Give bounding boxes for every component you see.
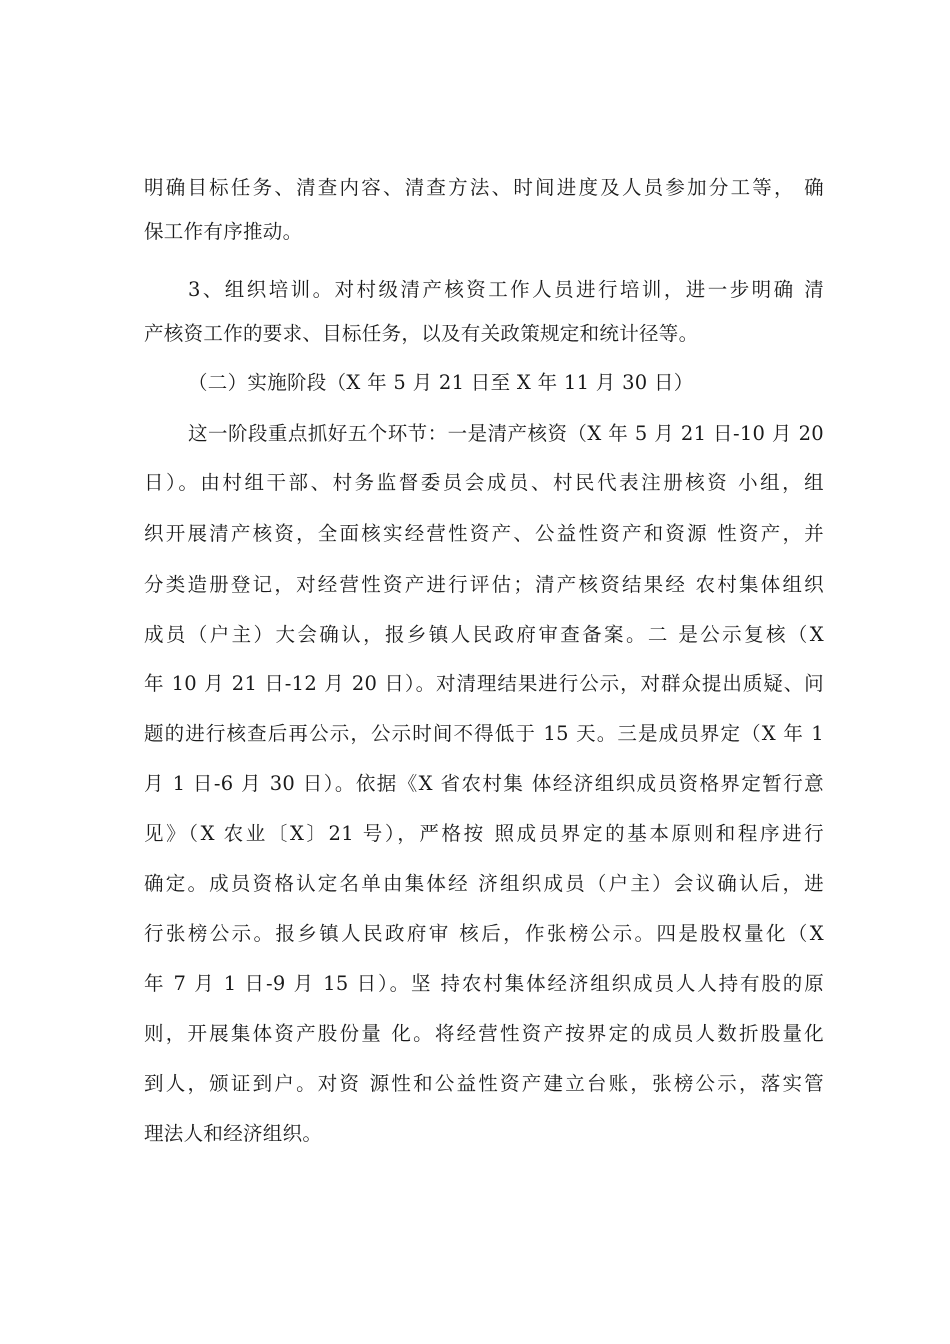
text-line: 到人，颁证到户。对资 源性和公益性资产建立台账，张榜公示，落实管: [144, 1072, 824, 1095]
text-line: 确定。成员资格认定名单由集体经 济组织成员（户主）会议确认后，进: [144, 872, 824, 895]
text-line: 则，开展集体资产股份量 化。将经营性资产按界定的成员人数折股量化: [144, 1022, 824, 1045]
text-line: 成员（户主）大会确认，报乡镇人民政府审查备案。二 是公示复核（X: [144, 623, 824, 646]
text-line: 月 1 日-6 月 30 日）。依据《X 省农村集 体经济组织成员资格界定暂行意: [144, 772, 824, 795]
text-line: 织开展清产核资，全面核实经营性资产、公益性资产和资源 性资产，并: [144, 522, 824, 545]
text-line: 见》（X 农业〔X〕21 号），严格按 照成员界定的基本原则和程序进行: [144, 822, 824, 845]
text-line: 理法人和经济组织。: [144, 1122, 323, 1145]
text-line: 这一阶段重点抓好五个环节：一是清产核资（X 年 5 月 21 日-10 月 20: [188, 422, 824, 445]
text-line: 日）。由村组干部、村务监督委员会成员、村民代表注册核资 小组，组: [144, 471, 824, 494]
text-line: 年 7 月 1 日-9 月 15 日）。坚 持农村集体经济组织成员人人持有股的原: [144, 972, 824, 995]
text-line: 题的进行核查后再公示，公示时间不得低于 15 天。三是成员界定（X 年 1: [144, 722, 824, 745]
text-line: 明确目标任务、清查内容、清查方法、时间进度及人员参加分工等， 确: [144, 176, 824, 199]
text-line: 保工作有序推动。: [144, 220, 303, 243]
section-heading: （二）实施阶段（X 年 5 月 21 日至 X 年 11 月 30 日）: [188, 371, 694, 394]
text-line: 行张榜公示。报乡镇人民政府审 核后，作张榜公示。四是股权量化（X: [144, 922, 824, 945]
text-line: 分类造册登记，对经营性资产进行评估；清产核资结果经 农村集体组织: [144, 573, 824, 596]
text-line: 年 10 月 21 日-12 月 20 日）。对清理结果进行公示，对群众提出质疑、问: [144, 672, 824, 695]
text-line: 3、组织培训。对村级清产核资工作人员进行培训，进一步明确 清: [188, 278, 824, 301]
text-line: 产核资工作的要求、目标任务，以及有关政策规定和统计径等。: [144, 322, 699, 345]
